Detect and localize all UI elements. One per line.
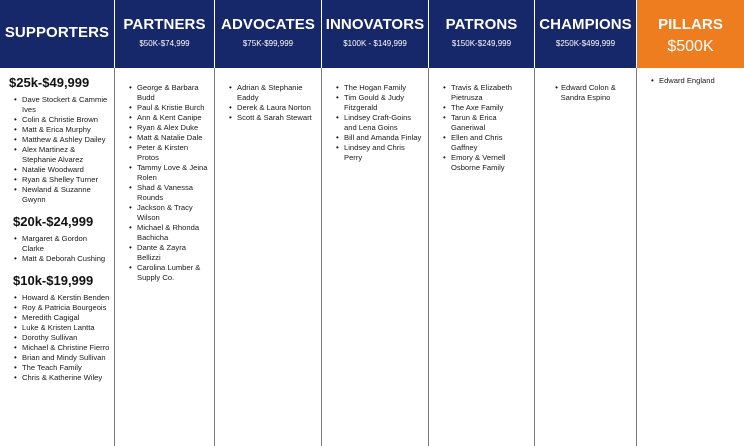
name-list (115, 83, 214, 283)
donor-name: • Edward Colon & Sandra Espino (535, 83, 636, 103)
donor-name: • Margaret & Gordon Clarke (0, 234, 114, 254)
donor-name: • Paul & Kristie Burch (115, 103, 214, 113)
header-range: $50K-$74,999 (139, 39, 190, 48)
donor-name: • Ann & Kent Canipe (115, 113, 214, 123)
header-title: CHAMPIONS (539, 16, 632, 33)
header-title: PARTNERS (123, 16, 206, 33)
header-range: $500K (667, 38, 714, 55)
donor-name: • Lindsey Craft-Goins and Lena Goins (322, 113, 428, 133)
name-list (429, 83, 534, 173)
name-list (322, 83, 428, 163)
name-list (637, 76, 744, 86)
donor-name: • Emory & Vernell Osborne Family (429, 153, 534, 173)
donor-name: • Ellen and Chris Gaffney (429, 133, 534, 153)
header-partners (115, 0, 215, 68)
donor-name: • Meredith Cagigal (0, 313, 114, 323)
donor-name: • Michael & Christine Fierro (0, 343, 114, 353)
donor-name: • Chris & Katherine Wiley (0, 373, 114, 383)
tier-heading: $10k-$19,999 (13, 273, 94, 288)
column-advocates (215, 68, 322, 446)
name-list (535, 83, 636, 103)
donor-name: • Ryan & Shelley Turner (0, 175, 114, 185)
header-title: PATRONS (445, 16, 518, 33)
donor-name: • Shad & Vanessa Rounds (115, 183, 214, 203)
header-innovators (322, 0, 429, 68)
donor-name: • Bill and Amanda Finlay (322, 133, 428, 143)
donor-name: • Michael & Rhonda Bachicha (115, 223, 214, 243)
donor-name: • Matthew & Ashley Dailey (0, 135, 114, 145)
donor-name: • Newland & Suzanne Gwynn (0, 185, 114, 205)
header-title: INNOVATORS (325, 16, 425, 33)
name-list (0, 95, 114, 205)
column-innovators (322, 68, 429, 446)
donor-name: • Adrian & Stephanie Eaddy (215, 83, 321, 103)
donor-name: • Natalie Woodward (0, 165, 114, 175)
donor-name: • Luke & Kristen Lantta (0, 323, 114, 333)
header-title: ADVOCATES (221, 16, 315, 33)
header-supporters (0, 0, 115, 68)
column-pillars (637, 68, 744, 446)
donor-name: • Tammy Love & Jeina Rolen (115, 163, 214, 183)
donor-name: • Roy & Patricia Bourgeois (0, 303, 114, 313)
donor-name: • Tarun & Erica Ganeriwal (429, 113, 534, 133)
donor-name: • Jackson & Tracy Wilson (115, 203, 214, 223)
column-supporters (0, 68, 115, 446)
donor-columns (0, 68, 744, 446)
donor-name: • Matt & Natalie Dale (115, 133, 214, 143)
tier-block (0, 75, 114, 205)
name-list (0, 234, 114, 264)
donor-name: • Tim Gould & Judy Fitzgerald (322, 93, 428, 113)
donor-name: • Matt & Erica Murphy (0, 125, 114, 135)
header-title: SUPPORTERS (4, 24, 110, 41)
donor-name: • Peter & Kirsten Protos (115, 143, 214, 163)
donor-name: • Matt & Deborah Cushing (0, 254, 114, 264)
tier-block (0, 214, 114, 264)
header-pillars (637, 0, 744, 68)
name-list (215, 83, 321, 123)
donor-name: • Dante & Zayra Bellizzi (115, 243, 214, 263)
donor-name: • Travis & Elizabeth Pietrusza (429, 83, 534, 103)
header-champions (535, 0, 637, 68)
column-champions (535, 68, 637, 446)
donor-name: • Edward England (637, 76, 744, 86)
donor-name: • Brian and Mindy Sullivan (0, 353, 114, 363)
header-range: $150K-$249,999 (451, 39, 512, 48)
donor-name: • The Hogan Family (322, 83, 428, 93)
donor-name: • Colin & Christie Brown (0, 115, 114, 125)
donor-name: • Lindsey and Chris Perry (322, 143, 428, 163)
tier-heading: $20k-$24,999 (13, 214, 94, 229)
donor-name: • Dorothy Sullivan (0, 333, 114, 343)
column-patrons (429, 68, 535, 446)
name-list (0, 293, 114, 383)
column-partners (115, 68, 215, 446)
tier-heading: $25k-$49,999 (9, 75, 90, 90)
donor-name: • Derek & Laura Norton (215, 103, 321, 113)
donor-name: • Alex Martinez & Stephanie Alvarez (0, 145, 114, 165)
donor-name: • The Teach Family (0, 363, 114, 373)
header-patrons (429, 0, 535, 68)
donor-name: • Ryan & Alex Duke (115, 123, 214, 133)
tier-block (0, 273, 114, 383)
header-row (0, 0, 744, 68)
donor-name: • Dave Stockert & Cammie Ives (0, 95, 114, 115)
donor-name: • Howard & Kerstin Benden (0, 293, 114, 303)
donor-name: • Scott & Sarah Stewart (215, 113, 321, 123)
donor-name: • The Axe Family (429, 103, 534, 113)
header-advocates (215, 0, 322, 68)
header-range: $75K-$99,999 (242, 39, 294, 48)
donor-name: • Carolina Lumber & Supply Co. (115, 263, 214, 283)
donor-name: • George & Barbara Budd (115, 83, 214, 103)
header-range: $100K - $149,999 (343, 39, 407, 48)
header-range: $250K-$499,999 (555, 39, 616, 48)
header-title: PILLARS (658, 16, 723, 33)
